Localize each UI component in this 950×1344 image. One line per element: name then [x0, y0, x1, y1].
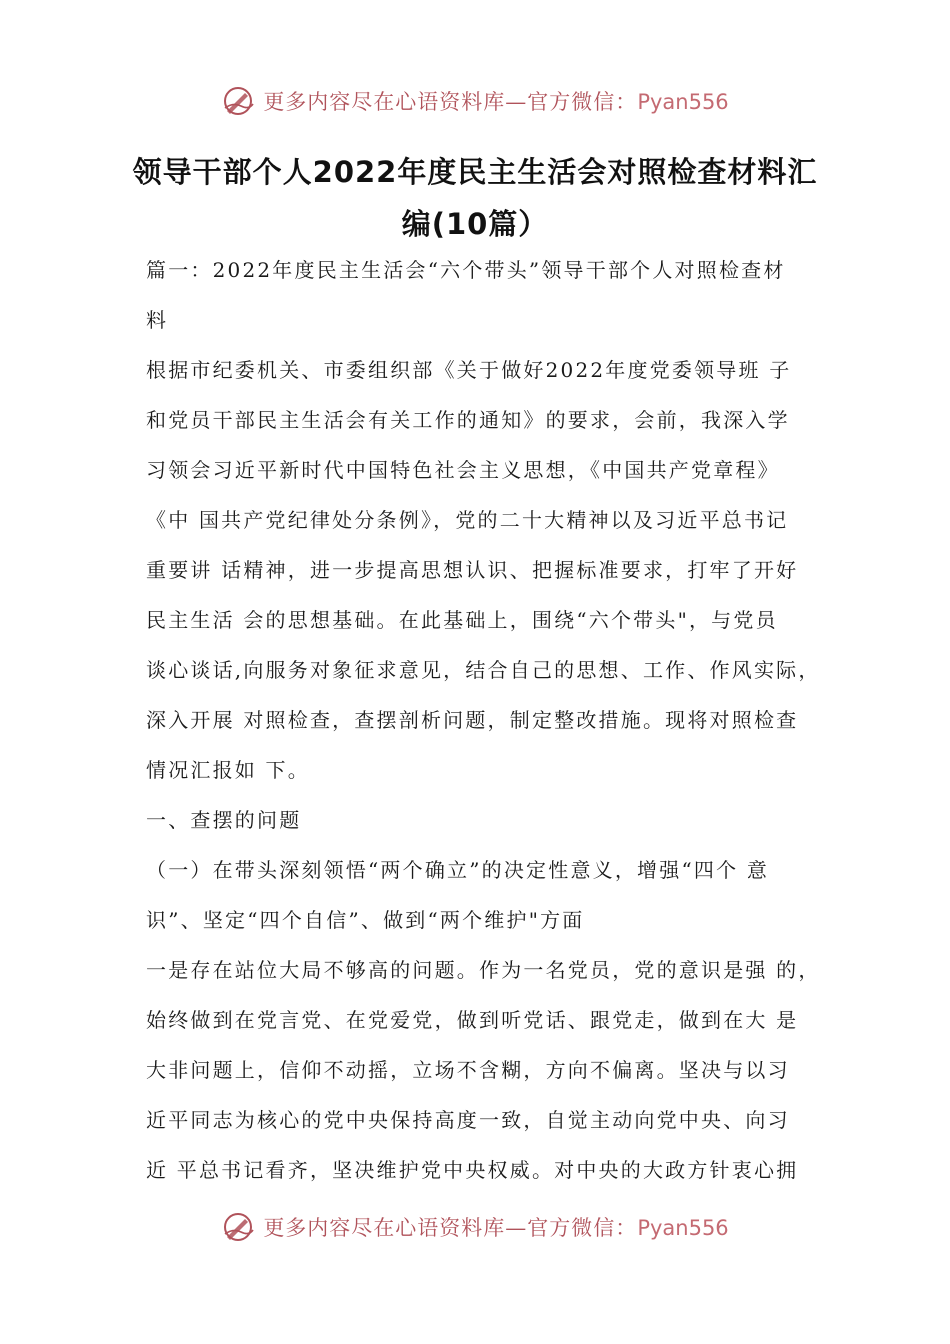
body-line: 大非问题上，信仰不动摇，立场不含糊，方向不偏离。坚决与以习 [146, 1058, 790, 1082]
body-line: 篇一：2022年度民主生活会“六个带头”领导干部个人对照检查材 [146, 258, 786, 282]
body-line: 一是存在站位大局不够高的问题。作为一名党员，党的意识是强 的， [146, 958, 821, 982]
body-line: 习领会习近平新时代中国特色社会主义思想，《中国共产党章程》 [146, 458, 780, 482]
section-heading: 一、查摆的问题 [146, 808, 302, 832]
watermark-text: 更多内容尽在心语资料库—官方微信：Pyan556 [263, 1216, 729, 1240]
document-body [146, 245, 821, 1195]
body-line: 民主生活 会的思想基础。在此基础上，围绕“六个带头"，与党员 [146, 608, 778, 632]
subsection-heading: 识”、坚定“四个自信”、做到“两个维护"方面 [146, 908, 585, 932]
body-line: 《中 国共产党纪律处分条例》，党的二十大精神以及习近平总书记 [146, 508, 789, 532]
body-line: 和党员干部民主生活会有关工作的通知》的要求，会前，我深入学 [146, 408, 790, 432]
title-line: 领导干部个人2022年度民主生活会对照检查材料汇 [132, 155, 818, 189]
body-line: 料 [146, 308, 169, 332]
watermark-text: 更多内容尽在心语资料库—官方微信：Pyan556 [263, 90, 729, 114]
body-line: 情况汇报如 下。 [146, 758, 310, 782]
body-line: 谈心谈话,向服务对象征求意见，结合自己的思想、工作、作风实际， [146, 658, 821, 682]
body-line: 始终做到在党言党、在党爱党，做到听党话、跟党走，做到在大 是 [146, 1008, 799, 1032]
body-line: 近平同志为核心的党中央保持高度一致，自觉主动向党中央、向习 [146, 1108, 790, 1132]
pen-signature-icon [221, 1210, 255, 1244]
body-line: 重要讲 话精神，进一步提高思想认识、把握标准要求，打牢了开好 [146, 558, 799, 582]
footer-watermark [0, 1210, 950, 1244]
title-line: 编(10篇） [401, 207, 549, 241]
body-line: 深入开展 对照检查，查摆剖析问题，制定整改措施。现将对照检查 [146, 708, 799, 732]
subsection-heading: （一）在带头深刻领悟“两个确立”的决定性意义，增强“四个 意 [146, 858, 770, 882]
body-line: 根据市纪委机关、市委组织部《关于做好2022年度党委领导班 子 [146, 358, 792, 382]
document-title [130, 146, 820, 250]
body-line: 近 平总书记看齐，坚决维护党中央权威。对中央的大政方针衷心拥 [146, 1158, 799, 1182]
header-watermark [0, 84, 950, 118]
pen-signature-icon [221, 84, 255, 118]
